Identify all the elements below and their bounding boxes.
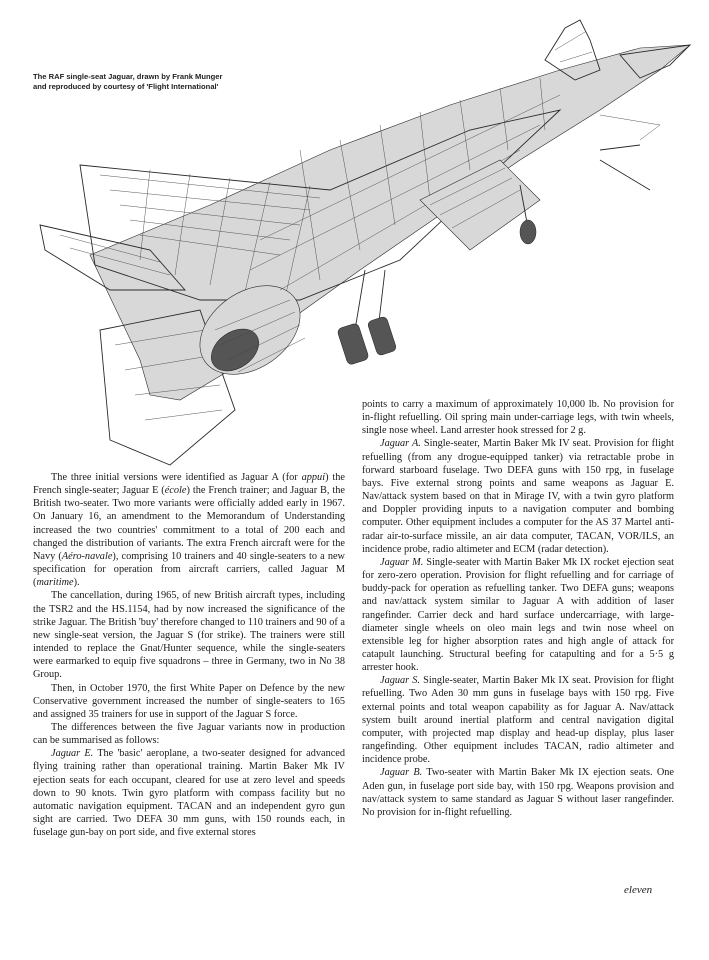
variant-heading: Jaguar B. <box>380 767 423 779</box>
caption-line-1: The RAF single-seat Jaguar, drawn by Frank Munger <box>33 72 223 81</box>
left-text-column <box>33 471 345 839</box>
paragraph <box>33 471 345 589</box>
italic-term: appui <box>301 472 326 483</box>
paragraph: points to carry a maximum of approximately 10,000 lb. No provision for in-flight refuelling. Oil spring main under-carriage legs, with twin wheels, single nose wheel. Land arrester hook stressed for 2 g. <box>362 399 674 437</box>
paragraph <box>33 747 345 839</box>
italic-term: école <box>164 485 187 497</box>
text-run: Two-seater with Martin Baker Mk IX ejection seats. One Aden gun, in fuselage port side bay, with 150 rpg. Weapons provision and nav/attack system to same standard as Jaguar S without laser rangefinder. No provision for in-flight refuelling. <box>362 767 674 818</box>
italic-term: Aéro-navale <box>61 550 113 562</box>
text-run: ). <box>73 577 80 589</box>
variant-heading: Jaguar A. <box>380 438 421 450</box>
paragraph: The differences between the five Jaguar variants now in production can be summarised as follows: <box>33 721 345 747</box>
italic-term: maritime <box>36 577 74 589</box>
text-run: ), comprising 10 trainers and 40 single-seaters to a new specification for operation from aircraft carriers, called Jaguar M ( <box>33 550 345 589</box>
paragraph <box>362 766 674 819</box>
variant-heading: Jaguar M. <box>380 556 424 568</box>
text-run: ) the French single-seater; Jaguar E ( <box>33 472 345 497</box>
text-run: The three initial versions were identified as Jaguar A (for <box>51 472 302 483</box>
paragraph <box>362 437 674 555</box>
paragraph <box>362 674 674 766</box>
paragraph: The cancellation, during 1965, of new British aircraft types, including the TSR2 and the HS.1154, had by now increased the significance of the strike Jaguar. The British 'buy' therefore changed to 110 trainers and 90 of a new single-seat version, the Jaguar S (for strike). The trainers were still intended to replace the Gnat/Hunter sequence, while the single-seaters were earmarked to equip five squadrons – three in Germany, two in No 38 Group. <box>33 590 345 681</box>
variant-heading: Jaguar S. <box>380 675 420 687</box>
right-text-column <box>362 398 674 819</box>
text-run: Single-seater with Martin Baker Mk IX rocket ejection seat for zero-zero operation. Provision for flight refuelling and for carriage of buddy-pack for operation as refuelling tanker. Two DEFA guns; weapons and nav/attack system similar to Jaguar A with addition of laser rangefinder. Carrier deck and hard surface undercarriage, with large-diameter single wheels on oleo main legs and twin nose wheel on extensible leg for higher absorption rates and high angle of attack for catapult launching. Structural beefing for catapulting and for a 5·5 g arrester hook. <box>362 556 674 674</box>
caption-line-2: and reproduced by courtesy of 'Flight International' <box>33 81 219 91</box>
page-number: eleven <box>624 884 653 896</box>
variant-heading: Jaguar E. <box>51 748 94 760</box>
paragraph <box>362 556 674 674</box>
text-run: Single-seater, Martin Baker Mk IV seat. Provision for flight refuelling (from any drogue-equipped tanker) via retractable probe in forward starboard fuselage. Two DEFA guns with 150 rpg, in fuselage bays. Five external strong points and same weapons as Jaguar E. Nav/attack system based on that in Mirage IV, with a twin gyro platform and Doppler providing inputs to a navigation computer and bombing computer. Other equipment includes a computer for the AS 37 Martel anti-radar air-to-surface missile, an air data computer, TACAN, VOR/ILS, an incidence probe, radio altimeter and ECM (radar detection). <box>362 438 674 555</box>
text-run: Single-seater, Martin Baker Mk IX seat. Provision for flight refuelling. Two Aden 30 mm guns in fuselage bays with 150 rpg. Five external points and total weapon capability as for Jaguar A. Nav/attack system built around inertial platform and central navigation digital computer, with projected map display and head-up display, plus laser rangefinding. Other equipment includes TACAN, radio altimeter and incidence probe. <box>362 675 674 766</box>
paragraph: Then, in October 1970, the first White Paper on Defence by the new Conservative government increased the number of single-seaters to 165 and assigned 35 trainers for use in support of the Jaguar S force. <box>33 682 345 720</box>
illustration-caption <box>33 72 293 91</box>
text-run: The 'basic' aeroplane, a two-seater designed for advanced flying training rather than operational training. Martin Baker Mk IV ejection seats for each occupant, cleared for use at zero level and speeds down to 90 knots. Twin gyro platform with compass facility but no automatic navigation equipment. TACAN and an independent gyro gun sight are carried. Two DEFA 30 mm guns, with 150 rounds each, in fuselage gun-bay on port side, and five external stores <box>33 748 346 839</box>
text-run: ) the French trainer; and Jaguar B, the British two-seater. Two more variants were officially added early in 1967. On January 16, an amendment to the Memorandum of Understanding increased the two countries' commitment to a total of 200 each and changed the distribution of variants. The extra French aircraft were for the Navy ( <box>33 485 345 562</box>
